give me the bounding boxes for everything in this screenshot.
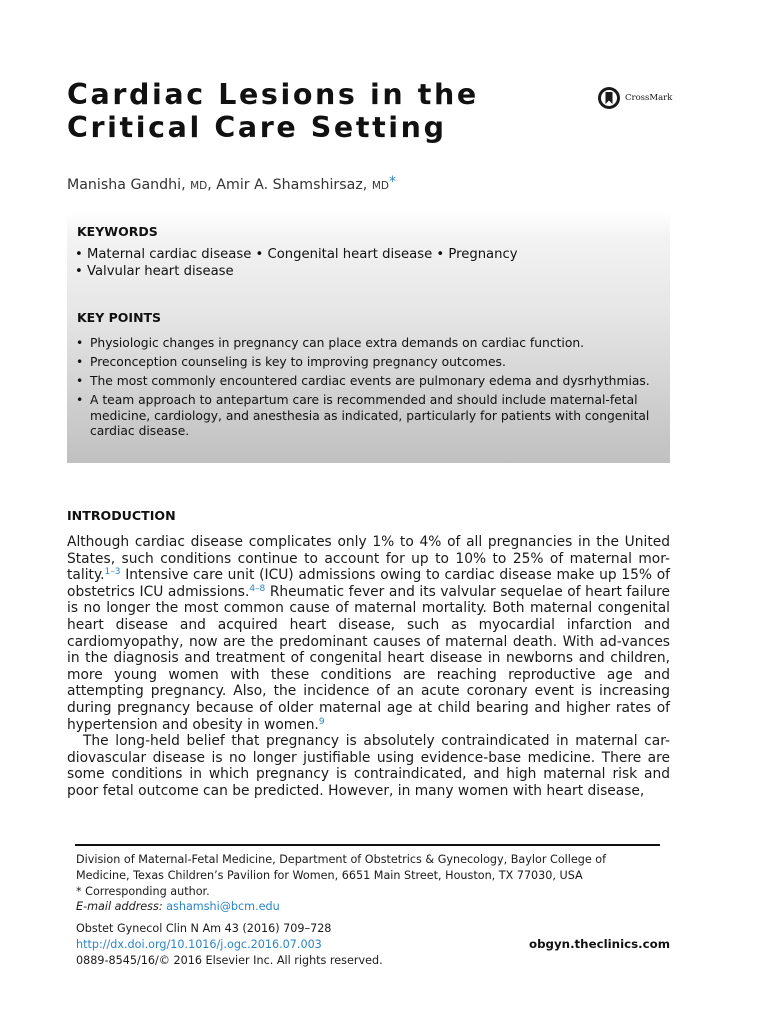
paragraph-text: Intensive care unit (ICU) admissions owing to cardiac disease make up 15% of obstetrics ICU admissions. (67, 567, 670, 600)
email-label: E-mail address: (76, 900, 163, 914)
author-2-degree: MD (371, 180, 389, 192)
crossmark-badge[interactable] (597, 85, 672, 111)
paragraph-text: Although cardiac disease complicates only 1% to 4% of all pregnancies in the United States, such conditions continue to account for up to 10% to 25% of maternal mor-tality. (67, 534, 670, 584)
key-point-item: • Physiologic changes in pregnancy can place extra demands on cardiac function. (75, 336, 665, 352)
keywords-line-1: • Maternal cardiac disease • Congenital heart disease • Pregnancy (75, 247, 518, 262)
email-link[interactable]: ashamshi@bcm.edu (166, 900, 280, 914)
keywords-keypoints-box (67, 212, 670, 463)
keywords-heading: KEYWORDS (77, 224, 158, 239)
reference-link[interactable]: 1–3 (104, 567, 121, 578)
doi-link[interactable]: http://dx.doi.org/10.1016/j.ogc.2016.07.003 (76, 938, 322, 951)
key-points-list (75, 336, 665, 443)
crossmark-icon (597, 86, 621, 110)
copyright-line: 0889-8545/16/© 2016 Elsevier Inc. All rights reserved. (76, 954, 383, 967)
title-line-1: Cardiac Lesions in the (67, 78, 479, 111)
article-title (67, 78, 567, 144)
author-separator: , (207, 177, 212, 193)
introduction-paragraph-2: The long-held belief that pregnancy is absolutely contraindicated in maternal car-diovascular disease is no longer justifiable using evidence-base medicine. There are some conditions in which pregnancy is contraindicated, and high maternal risk and poor fetal outcome can be predicted. However, in many women with heart disease, (67, 733, 670, 799)
author-list (67, 174, 396, 193)
corresponding-author-link[interactable]: * (388, 174, 397, 190)
corresponding-author-note: * Corresponding author. (76, 884, 210, 898)
keywords-line-2: • Valvular heart disease (75, 264, 234, 279)
title-line-2: Critical Care Setting (67, 111, 447, 144)
journal-website[interactable]: obgyn.theclinics.com (528, 937, 670, 951)
key-point-item: • The most commonly encountered cardiac events are pulmonary edema and dysrhythmias. (75, 374, 665, 390)
footnote-divider (75, 844, 660, 846)
crossmark-label: CrossMark (625, 93, 673, 103)
paragraph-text: Rheumatic fever and its valvular sequelae of heart failure is no longer the most common cause of maternal mortality. Both maternal congenital heart disease and acquired heart disease, such as myocardial infarction and cardiomyopathy, now are the predominant causes of maternal death. With ad-vances in the diagnosis and treatment of congenital heart disease in newborns and children, more young women with these conditions are reaching reproductive age and attempting pregnancy. Also, the incidence of an acute coronary event is increasing during pregnancy because of older maternal age at child bearing and higher rates of hypertension and obesity in women. (67, 583, 670, 733)
affiliation-footnote (76, 852, 676, 915)
introduction-body (67, 534, 670, 800)
affiliation-line-1: Division of Maternal-Fetal Medicine, Department of Obstetrics & Gynecology, Baylor College of (76, 853, 607, 866)
introduction-paragraph-1 (67, 534, 670, 733)
key-points-heading: KEY POINTS (77, 310, 162, 325)
affiliation-line-2: Medicine, Texas Children’s Pavilion for Women, 6651 Main Street, Houston, TX 77030, USA (76, 868, 583, 882)
key-point-item: • Preconception counseling is key to improving pregnancy outcomes. (75, 355, 665, 371)
email-line (76, 899, 676, 915)
reference-link[interactable]: 9 (318, 716, 325, 727)
author-1-name: Manisha Gandhi, (67, 177, 186, 193)
author-1-degree: MD (190, 180, 208, 192)
introduction-heading: INTRODUCTION (67, 508, 176, 523)
reference-link[interactable]: 4–8 (249, 583, 266, 594)
key-point-item: • A team approach to antepartum care is recommended and should include maternal-fetal medicine, cardiology, and anesthesia as indicated, particularly for patients with congenital cardiac disease. (75, 393, 665, 440)
author-2-name: Amir A. Shamshirsaz, (216, 177, 368, 193)
journal-citation: Obstet Gynecol Clin N Am 43 (2016) 709–728 (76, 922, 332, 935)
